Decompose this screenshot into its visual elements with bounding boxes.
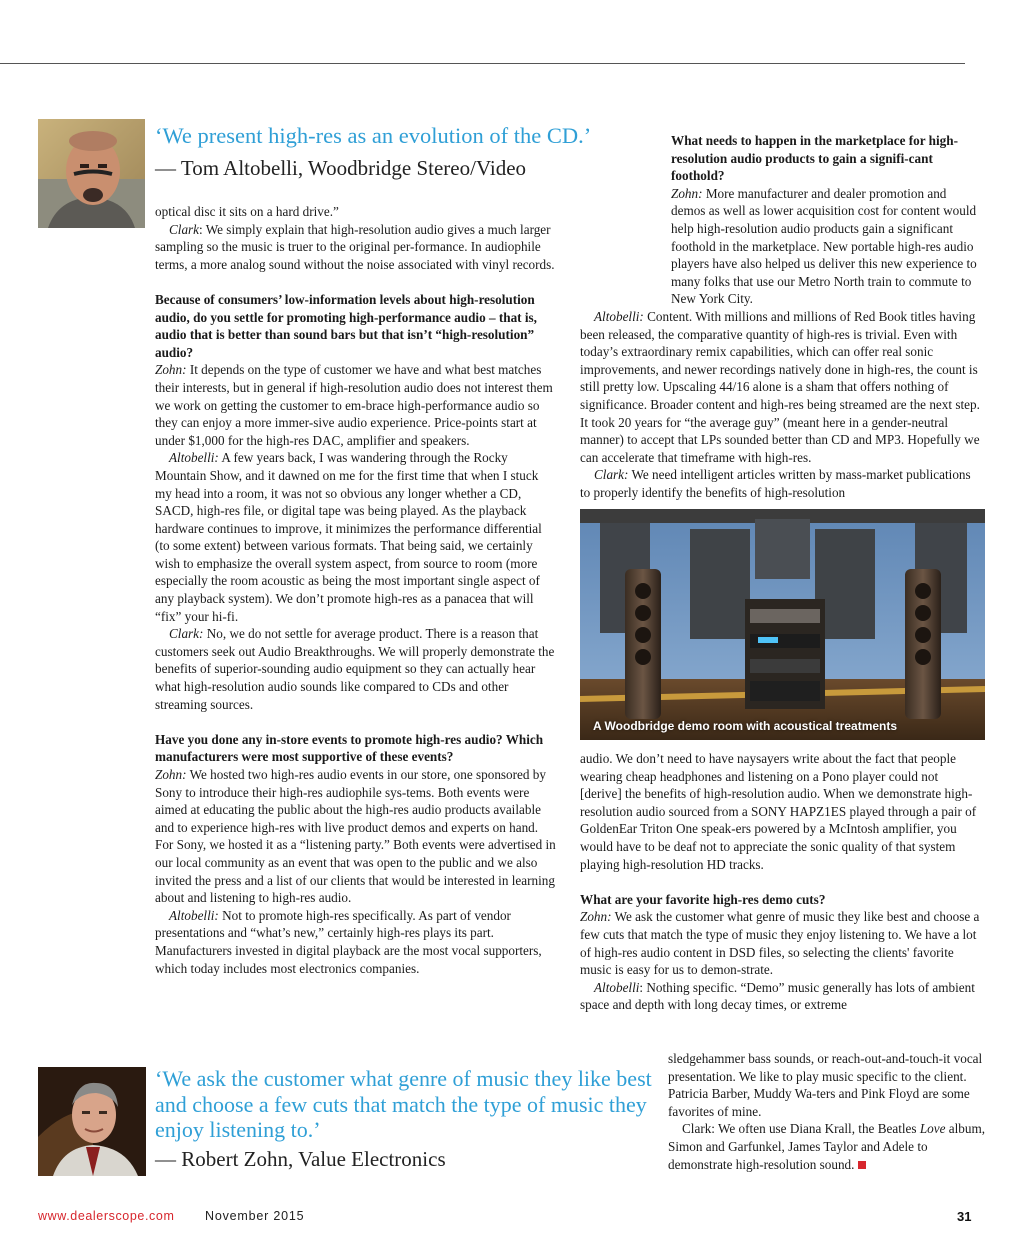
- paragraph: sledgehammer bass sounds, or reach-out-and-touch-it vocal presentation. We like to play music specific to the client. Patricia Barber, Muddy Wa-ters and Pink Floyd are some favorites of mine.: [668, 1051, 983, 1119]
- interview-question: Have you done any in-store events to promote high-res audio? Which manufacturers were most supportive of these events?: [155, 731, 544, 765]
- article-right-column-bottom: [580, 750, 982, 1014]
- paragraph: Clark: No, we do not settle for average product. There is a reason that customers seek out Audio Breakthroughs. We will properly demonstrate the benefits of superior-sounding audio equipment so they can actually hear what high-resolution audio sounds like compared to CDs and other streaming sources.: [155, 626, 555, 712]
- speaker-name: Clark:: [594, 467, 629, 483]
- paragraph: Clark: We simply explain that high-resolution audio gives a much larger sampling so the music is truer to the original per-formance. In audiophile terms, a more analog sound without the noise associated with vinyl records.: [155, 221, 555, 272]
- speaker-name: Zohn:: [155, 767, 187, 782]
- paragraph: Altobelli: A few years back, I was wandering through the Rocky Mountain Show, and it dawned on me for the first time that when I stuck my head into a room, it was not so obvious any longer whether a CD, SACD, high-res file, or digital tape was being played. As the playback hardware continues to improve, it minimizes the performance differential (to some extent) between various formats. That being said, we certainly wish to emphasize the overall system aspect, from source to room (more especially the room acoustic as being the most important single aspect of any playback system). We don’t promote high-res as a panacea that will “fix” your hi-fi.: [155, 450, 542, 624]
- article-right-column-top: [580, 132, 982, 501]
- page-number: 31: [957, 1209, 972, 1224]
- speaker-name: Clark: [169, 221, 200, 237]
- paragraph: Altobelli: Content. With millions and millions of Red Book titles having been released, the comparative quantity of high-res is trivial. Even with today’s extraordinary remix capabilities, which can offer real sonic improvements, and newer recordings natively done in high-res, the count is still pretty low. Upscaling 44/16 alone is a sham that offers nothing of significance. Broader content and high-res being streamed are the next step. It took 20 years for “the average guy” (meant here in a gender-neutral manner) to accept that LPs sounded better than CD and MP3. Hopefully we can accelerate that timeframe with high-res.: [580, 308, 980, 465]
- paragraph: audio. We don’t need to have naysayers write about the fact that people wearing cheap headphones and listening on a Pono player could not [derive] the benefits of high-resolution audio. When we demonstrate high-resolution audio sourced from a SONY HAPZ1ES played through a pair of GoldenEar Triton One speak-ers powered by a McIntosh amplifier, you would have to be deaf not to appreciate the sonic quality of that system playing high-resolution HD tracks.: [580, 751, 977, 872]
- speaker-name: Altobelli:: [594, 308, 644, 324]
- speaker-name: Zohn:: [580, 909, 612, 925]
- paragraph: Clark: We need intelligent articles written by mass-market publications to properly identify the benefits of high-resolution: [580, 467, 971, 500]
- paragraph: Zohn: We ask the customer what genre of music they like best and choose a few cuts that match the type of music they enjoy listening to. We have a lot of high-res audio content in DSD files, so selecting the clients' favorite music is easy for us to demon-strate.: [580, 909, 980, 978]
- interview-question: Because of consumers’ low-information levels about high-resolution audio, do you settle for promoting high-performance audio – that is, audio that is better than sound bars but that isn’t “high-resolution” audio?: [155, 291, 537, 360]
- interview-question: What needs to happen in the marketplace for high-resolution audio products to gain a signifi-cant foothold?: [671, 133, 958, 184]
- altobelli-headshot: [38, 119, 145, 228]
- paragraph: Zohn: More manufacturer and dealer promotion and demos as well as lower acquisition cost for content would help high-resolution audio products gain a significant foothold in the marketplace. New portable high-res audio players have also helped us deliver this new experience to many folks that use our Metro North train to commute to New York City.: [671, 185, 977, 307]
- zohn-headshot: [38, 1067, 146, 1176]
- speaker-name: Zohn:: [671, 185, 703, 201]
- paragraph: Zohn: It depends on the type of customer we have and what best matches their interests, but in general if high-resolution audio does not interest them we work on getting the customer to em-brace high-performance audio so they can enjoy a more immer-sive audio experience. Price-points start at under $1,000 for the high-res DAC, amplifier and speakers.: [155, 362, 553, 448]
- demo-room-photo: [580, 509, 985, 740]
- speaker-name: Altobelli:: [169, 450, 219, 466]
- paragraph: optical disc it sits on a hard drive.”: [155, 204, 339, 219]
- article-left-column: [155, 203, 557, 977]
- pull-quote-altobelli-attribution: — Tom Altobelli, Woodbridge Stereo/Video: [155, 156, 527, 180]
- speaker-name: Clark:: [169, 626, 204, 642]
- footer-issue-date: November 2015: [205, 1209, 305, 1223]
- speaker-name: Altobelli: [594, 979, 640, 995]
- pull-quote-zohn: ‘We ask the customer what genre of music they like best and choose a few cuts that match the type of music they enjoy listening to.’: [155, 1066, 652, 1142]
- interview-question: What are your favorite high-res demo cuts?: [580, 891, 826, 907]
- footer-website-link[interactable]: www.dealerscope.com: [38, 1209, 175, 1223]
- speaker-name: Altobelli:: [169, 907, 219, 923]
- article-right-column-tail: [668, 1050, 986, 1173]
- pull-quote-zohn-attribution: — Robert Zohn, Value Electronics: [155, 1147, 446, 1171]
- header-rule: [0, 63, 965, 64]
- speaker-name: Zohn:: [155, 362, 187, 378]
- end-of-article-mark: [858, 1161, 866, 1169]
- paragraph: Altobelli: Not to promote high-res specifically. As part of vendor presentations and “what’s new,” certainly high-res plays its part. Manufacturers invested in digital playback are the most vocal supporters, which today includes most electronics companies.: [155, 907, 542, 976]
- pull-quote-altobelli: ‘We present high-res as an evolution of the CD.’: [155, 123, 592, 148]
- photo-caption: A Woodbridge demo room with acoustical treatments: [593, 719, 898, 733]
- paragraph: Altobelli: Nothing specific. “Demo” music generally has lots of ambient space and depth with long decay times, or extreme: [580, 979, 975, 1013]
- paragraph: Zohn: We hosted two high-res audio events in our store, one sponsored by Sony to introduce their high-res audiophile sys-tems. Both events were aimed at educating the public about the high-res audio products available and to experience high-res with live product demos and experts on hand. For Sony, we hosted it as a “listening party.” Both events were advertised in our local community as an event that was open to the public and we also invited the press and a list of our clients that would be interested in learning about and listening to high-res audio.: [155, 767, 556, 906]
- paragraph: Clark: We often use Diana Krall, the Beatles Love album, Simon and Garfunkel, James Taylor and Adele to demonstrate high-resolution sound.: [668, 1121, 986, 1172]
